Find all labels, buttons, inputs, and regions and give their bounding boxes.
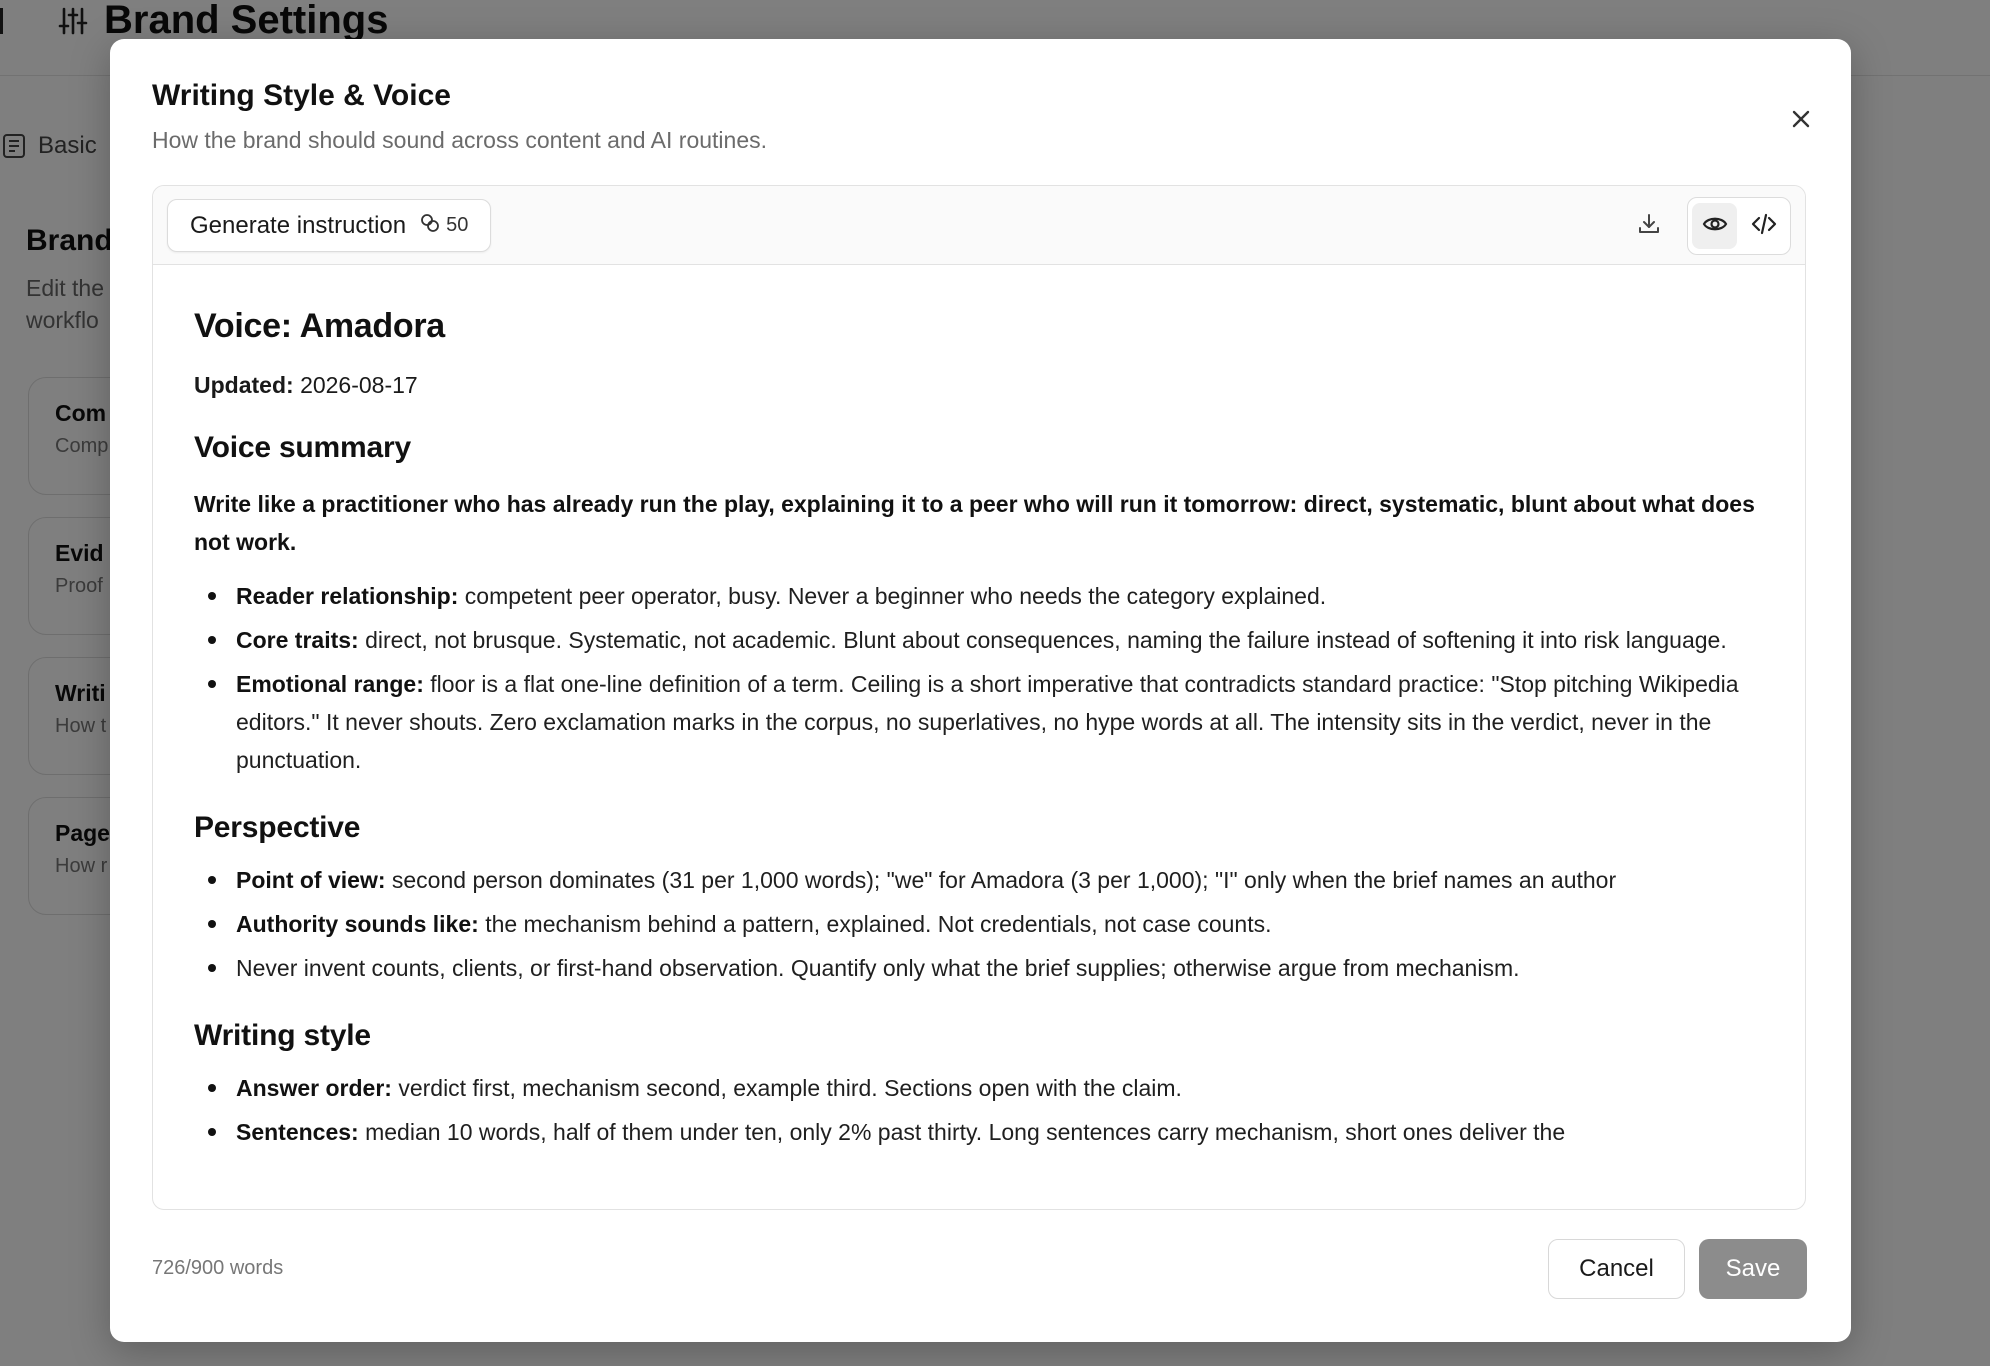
section-heading: Writing style bbox=[194, 1019, 371, 1052]
item-text: Never invent counts, clients, or first-hand observation. Quantify only what the brief supplies; otherwise argue from mechanism. bbox=[236, 955, 1520, 981]
list-item bbox=[194, 665, 1755, 779]
credits-badge bbox=[420, 213, 468, 239]
updated-value: 2026-08-17 bbox=[300, 372, 418, 398]
document-preview[interactable] bbox=[153, 265, 1805, 1210]
bullet-list bbox=[194, 577, 1755, 779]
item-label: Emotional range: bbox=[236, 671, 424, 697]
list-item bbox=[194, 577, 1755, 615]
item-label: Core traits: bbox=[236, 627, 359, 653]
close-button[interactable] bbox=[1781, 101, 1821, 141]
list-item bbox=[194, 621, 1755, 659]
word-count: 726/900 words bbox=[152, 1257, 284, 1279]
code-icon bbox=[1751, 213, 1777, 240]
updated-line bbox=[194, 372, 1755, 399]
view-mode-toggle bbox=[1687, 197, 1791, 255]
item-text: floor is a flat one-line definition of a term. Ceiling is a short imperative that contradicts standard practice: "Stop pitching Wikipedia editors." It never shouts. Zero exclamation marks in the corpus, no superlatives, no hype words at all. The intensity sits in the verdict, never in the punctuation. bbox=[236, 671, 1739, 773]
cancel-button[interactable]: Cancel bbox=[1548, 1239, 1685, 1299]
item-text: direct, not brusque. Systematic, not academic. Blunt about consequences, naming the failure instead of softening it into risk language. bbox=[365, 627, 1727, 653]
item-label: Answer order: bbox=[236, 1075, 392, 1101]
credits-count: 50 bbox=[446, 214, 469, 236]
markdown-editor bbox=[152, 185, 1806, 1210]
item-text: verdict first, mechanism second, example third. Sections open with the claim. bbox=[398, 1075, 1182, 1101]
download-icon bbox=[1637, 212, 1661, 241]
list-item bbox=[194, 905, 1755, 943]
item-label: Sentences: bbox=[236, 1119, 359, 1145]
dialog-description: How the brand should sound across content and AI routines. bbox=[152, 127, 768, 153]
item-label: Reader relationship: bbox=[236, 583, 459, 609]
section-heading: Perspective bbox=[194, 811, 361, 844]
updated-label: Updated: bbox=[194, 372, 294, 398]
bullet-list bbox=[194, 861, 1755, 987]
dialog-title: Writing Style & Voice bbox=[152, 79, 451, 112]
item-text: second person dominates (31 per 1,000 words); "we" for Amadora (3 per 1,000); "I" only when the brief names an author bbox=[391, 867, 1617, 893]
item-text: competent peer operator, busy. Never a beginner who needs the category explained. bbox=[464, 583, 1327, 609]
bullet-list bbox=[194, 1069, 1755, 1151]
item-label: Point of view: bbox=[236, 867, 386, 893]
generate-label: Generate instruction bbox=[190, 211, 407, 239]
link-coins-icon bbox=[420, 213, 440, 239]
list-item bbox=[194, 949, 1755, 987]
item-label: Authority sounds like: bbox=[236, 911, 479, 937]
download-button[interactable] bbox=[1629, 206, 1669, 246]
section-heading: Voice summary bbox=[194, 431, 411, 464]
list-item bbox=[194, 1113, 1755, 1151]
source-view-button[interactable] bbox=[1741, 203, 1786, 249]
generate-instruction-button[interactable] bbox=[167, 199, 491, 252]
list-item bbox=[194, 1069, 1755, 1107]
document-heading: Voice: Amadora bbox=[194, 307, 445, 345]
list-item bbox=[194, 861, 1755, 899]
save-button[interactable]: Save bbox=[1699, 1239, 1807, 1299]
item-text: the mechanism behind a pattern, explained. Not credentials, not case counts. bbox=[485, 911, 1272, 937]
item-text: median 10 words, half of them under ten, only 2% past thirty. Long sentences carry mechanism, short ones deliver the bbox=[365, 1119, 1566, 1145]
editor-toolbar bbox=[153, 186, 1805, 265]
close-icon bbox=[1791, 109, 1811, 134]
eye-icon bbox=[1702, 214, 1728, 239]
preview-view-button[interactable] bbox=[1692, 203, 1737, 249]
writing-style-dialog bbox=[110, 39, 1851, 1342]
section-lead: Write like a practitioner who has already run the play, explaining it to a peer who will run it tomorrow: direct, systematic, blunt about what does not work. bbox=[194, 491, 1755, 555]
